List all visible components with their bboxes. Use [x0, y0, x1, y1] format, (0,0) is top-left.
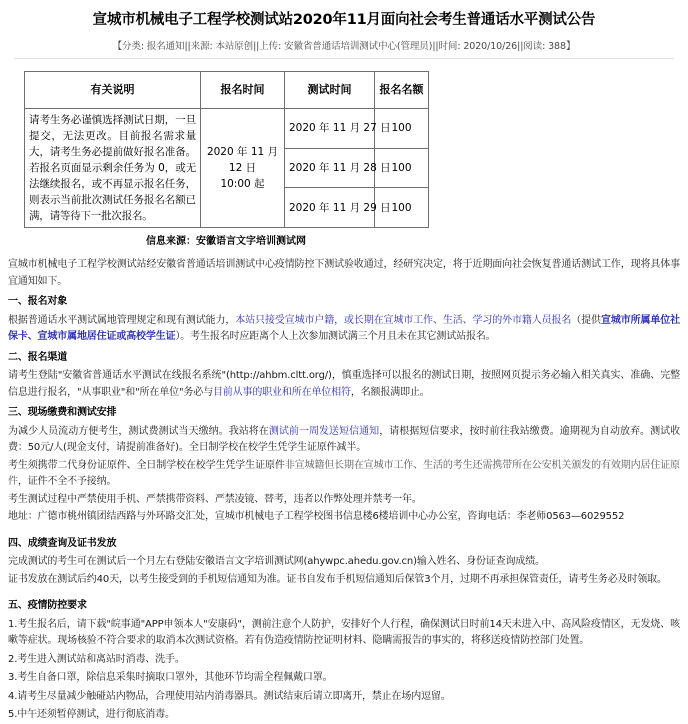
sec1-highlight-2: 宣城市所属单位社保卡、宣城市属地居住证或高校学生证	[8, 314, 680, 342]
announcement-body	[8, 257, 680, 724]
sec2-text-a: 请考生登陆"安徽省普通话水平测试在线报名系统"(http://ahbm.cltt.org/)，慎重选择可以报名的测试日期，按照网页提示务必输入相关真实、准确、完整信息进行报名，"从事职业"和"所在单位"务必与	[8, 370, 680, 398]
section-heading-4: 四、成绩查询及证书发放	[8, 537, 117, 549]
sec1-text-a: 根据普通话水平测试属地管理规定和现有测试能力，	[8, 314, 236, 326]
table-header-registration-time: 报名时间	[201, 72, 285, 109]
sec2-text-c: ，名额报满即止。	[350, 386, 430, 398]
section-heading-3: 三、现场缴费和测试安排	[8, 407, 117, 418]
table-cell-quota: 100	[375, 188, 429, 228]
section-4-paragraph-2: 证书发放在测试后约40天，以考生接受到的手机短信通知为准。证书自发布手机短信通知后保管3个月，过期不再承担保管责任，请考生务必及时领取。	[8, 573, 667, 585]
sec3-p2-greyed: 非宣城籍但长期在宣城市工作、生活的考生还需携带所在公安机关颁发的有效期内居住证原件	[8, 459, 680, 487]
registration-table	[24, 71, 429, 228]
section-spacer	[8, 527, 680, 532]
table-header-description: 有关说明	[25, 72, 201, 109]
list-item: 5.中午还须暂停测试，进行彻底消毒。	[8, 709, 175, 720]
table-cell-test-date: 2020 年 11 月 29 日	[285, 188, 375, 228]
section-heading-1: 一、报名对象	[8, 296, 68, 307]
registration-time-line-2: 10:00 起	[220, 178, 265, 190]
sec3-p2-text-a: 考生须携带二代身份证原件、全日制学校在校学生凭学生证原件	[8, 459, 285, 471]
section-3-paragraph-1	[8, 424, 680, 457]
table-cell-test-date: 2020 年 11 月 27 日	[285, 109, 375, 149]
table-header-quota: 报名名额	[375, 72, 429, 109]
section-3-paragraph-2	[8, 458, 680, 491]
page-title: 宣城市机械电子工程学校测试站2020年11月面向社会考生普通话水平测试公告	[92, 12, 596, 28]
section-1-paragraph	[8, 313, 680, 346]
table-cell-test-date: 2020 年 11 月 28 日	[285, 148, 375, 188]
sec3-highlight: 测试前一周发送短信通知	[268, 425, 380, 437]
sec1-highlight-1: 本站只接受宣城市户籍，或长期在宣城市工作、生活、学习的外市籍人员报名	[235, 314, 572, 326]
table-cell-quota: 100	[375, 148, 429, 188]
section-spacer	[8, 589, 680, 594]
intro-paragraph: 宣城市机械电子工程学校测试站经安徽省普通话培训测试中心疫情防控下测试验收通过，经研究决定，将于近期面向社会恢复普通话测试工作，现将具体事宜通知如下。	[8, 259, 680, 287]
section-heading-5: 五、疫情防控要求	[8, 600, 87, 611]
list-item: 4.请考生尽量减少触碰站内物品，合理使用站内消毒器具。测试结束后请立即离开，禁止在场内逗留。	[8, 690, 451, 702]
table-row	[25, 109, 429, 149]
table-cell-quota: 100	[375, 109, 429, 149]
registration-table-wrapper	[24, 71, 428, 228]
header-divider	[14, 58, 674, 59]
table-source-note: 信息来源：安徽语言文字培训测试网	[146, 236, 306, 247]
sec2-highlight: 目前从事的职业和所在单位相符	[212, 386, 351, 398]
section-heading-2: 二、报名渠道	[8, 351, 68, 363]
table-header-test-time: 测试时间	[285, 72, 375, 109]
list-item: 3.考生自备口罩，除信息采集时摘取口罩外，其他环节均需全程佩戴口罩。	[8, 672, 333, 683]
article-meta: 【分类: 报名通知||来源: 本站原创||上传: 安徽省普通话培训测试中心(管理员)||时间: 2020/10/26||阅读: 388】	[112, 41, 576, 52]
list-item: 1.考生报名后，请下载"皖事通"APP申领本人"安康码"，测前注意个人防护，安排好个人行程，确保测试日时前14天未进入中、高风险疫情区，无发烧、咳嗽等症状。现场核验不符合要求的取消本次测试资格。若有伪造疫情防控证明材料、隐瞒需报告的事实的，将移送疫情防控部门处置。	[8, 618, 680, 646]
sec1-text-b: （提供	[571, 314, 601, 326]
sec3-text-a: 为减少人员流动方便考生，测试费测试当天缴纳。我站将在	[8, 425, 269, 437]
table-header-row	[25, 72, 429, 109]
section-2-paragraph	[8, 368, 680, 401]
sec3-p2-text-b: ，证件不全不予接纳。	[17, 476, 117, 487]
section-3-paragraph-3: 考生测试过程中严禁使用手机、严禁携带资料、严禁凌镜、替考，违者以作弊处理并禁考一年。	[8, 493, 422, 505]
table-cell-registration-time	[201, 109, 285, 228]
registration-time-line-1: 2020 年 11 月12 日	[206, 146, 279, 174]
section-3-address: 地址：广德市桃州镇团结西路与外环路交汇处，宣城市机械电子工程学校图书信息楼6楼培训中心办公室，咨询电话：李老师0563—6029552	[8, 511, 625, 522]
sec3-text-b: ，请根据短信要求，按时前往我站缴费。逾期视为自动放弃。测试收费：50元/人(现金支付，请提前准备好)。全日制学校在校学生凭学生证原件减半。	[8, 425, 680, 453]
table-cell-description: 请考生务必谨慎选择测试日期，一旦提交，无法更改。目前报名需求量大，请考生务必提前做好报名准备。若报名页面显示剩余任务为 0，或无法继续报名，或不再显示报名任务，则表示当前批次测试任务报名名额已满，请等待下一批次报名。	[25, 109, 201, 228]
sec1-text-c: ）。考生报名时应距离个人上次参加测试满三个月且未在其它测试站报名。	[175, 331, 496, 342]
section-4-paragraph-1: 完成测试的考生可在测试后一个月左右登陆安徽语言文字培训测试网(ahywpc.ahedu.gov.cn)输入姓名、身份证查询成绩。	[8, 556, 545, 567]
list-item: 2.考生进入测试站和离站时消毒、洗手。	[8, 653, 185, 665]
